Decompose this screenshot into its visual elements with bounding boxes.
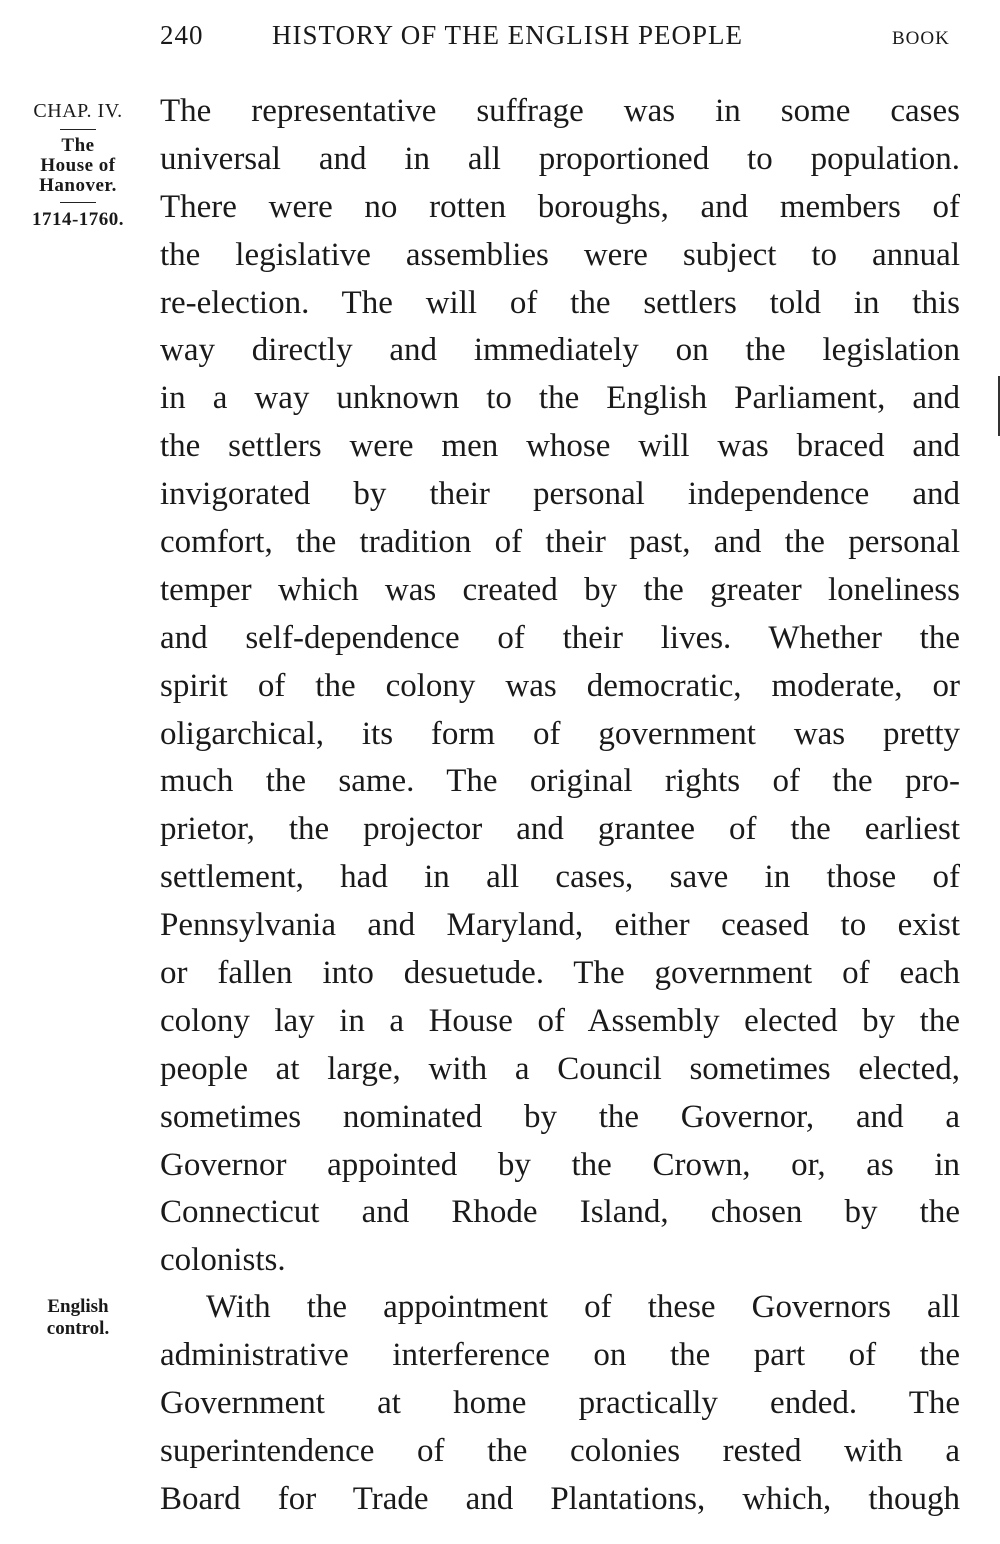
text-line: invigorated by their personal independence and xyxy=(160,476,960,513)
text-line: There were no rotten boroughs, and members of xyxy=(160,188,960,225)
book-label: BOOK xyxy=(892,28,950,49)
text-line: The representative suffrage was in some cases xyxy=(160,93,960,129)
text-line: colony lay in a House of Assembly elected by the xyxy=(160,1002,960,1039)
section-heading-line: House of xyxy=(40,155,116,176)
text-line: With the appointment of these Governors all xyxy=(206,1289,960,1325)
margin-note-line: English xyxy=(47,1296,109,1317)
text-line: Connecticut and Rhode Island, chosen by the xyxy=(160,1194,960,1231)
years-label: 1714-1760. xyxy=(31,209,125,230)
section-heading-line: Hanover. xyxy=(39,175,117,196)
text-line: spirit of the colony was democratic, moderate, or xyxy=(160,667,960,704)
text-line: Governor appointed by the Crown, or, as in xyxy=(160,1146,960,1183)
chapter-label: CHAP. IV. xyxy=(33,100,123,122)
text-line: oligarchical, its form of government was pretty xyxy=(160,715,960,752)
text-line: way directly and immediately on the legislation xyxy=(160,332,960,369)
text-line: settlement, had in all cases, save in those of xyxy=(160,859,960,896)
text-line: the legislative assemblies were subject to annual xyxy=(160,236,960,273)
text-line: Government at home practically ended. The xyxy=(160,1384,960,1421)
text-line: much the same. The original rights of the pro- xyxy=(160,763,960,800)
text-line: prietor, the projector and grantee of the earliest xyxy=(160,811,960,848)
text-line: colonists. xyxy=(160,1242,286,1279)
running-title: HISTORY OF THE ENGLISH PEOPLE xyxy=(272,20,744,50)
text-line: the settlers were men whose will was braced and xyxy=(160,428,960,465)
text-line: re-election. The will of the settlers told in this xyxy=(160,284,960,321)
text-line: Pennsylvania and Maryland, either ceased to exist xyxy=(160,907,960,944)
margin-chapter-notes xyxy=(14,100,142,231)
text-line: superintendence of the colonies rested with a xyxy=(160,1432,960,1469)
margin-note-english-control xyxy=(14,1296,142,1340)
text-line: universal and in all proportioned to population. xyxy=(160,140,960,177)
margin-rule xyxy=(60,202,96,203)
margin-rule xyxy=(60,129,96,130)
paragraph-2 xyxy=(160,1284,960,1523)
text-line: people at large, with a Council sometimes elected, xyxy=(160,1050,960,1087)
page-number: 240 xyxy=(160,20,204,50)
running-header xyxy=(0,18,1000,58)
text-line: and self-dependence of their lives. Whether the xyxy=(160,619,960,656)
section-heading-line: The xyxy=(61,135,95,156)
text-line: Board for Trade and Plantations, which, though xyxy=(160,1480,960,1517)
text-line: sometimes nominated by the Governor, and a xyxy=(160,1098,960,1135)
paragraph-1 xyxy=(160,88,960,1285)
text-line: in a way unknown to the English Parliament, and xyxy=(160,380,960,417)
margin-note-line: control. xyxy=(46,1318,110,1339)
section-heading xyxy=(14,136,142,196)
text-line: comfort, the tradition of their past, and the personal xyxy=(160,524,960,561)
text-line: administrative interference on the part of the xyxy=(160,1336,960,1373)
text-line: temper which was created by the greater loneliness xyxy=(160,571,960,608)
text-line: or fallen into desuetude. The government of each xyxy=(160,955,960,992)
